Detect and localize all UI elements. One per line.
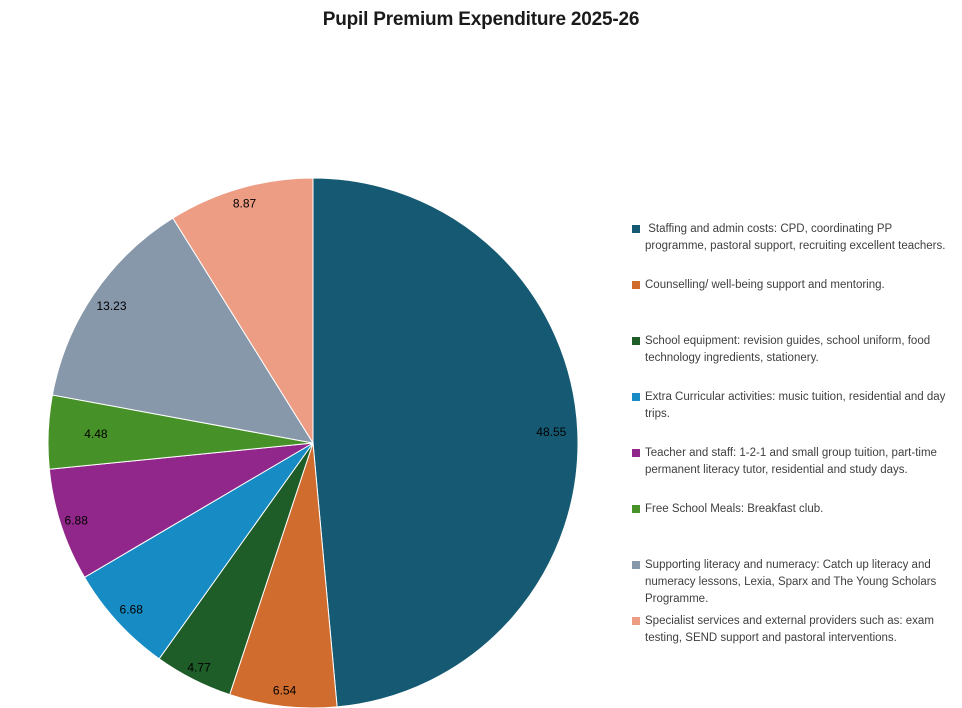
legend-swatch-icon: [632, 337, 640, 345]
legend-item[interactable]: [632, 389, 950, 445]
legend-item[interactable]: [632, 333, 950, 389]
chart-title: Pupil Premium Expenditure 2025-26: [322, 9, 640, 30]
data-label: 48.55: [536, 425, 567, 440]
legend-item[interactable]: [632, 277, 950, 333]
data-label: 6.54: [272, 683, 297, 698]
legend-item[interactable]: [632, 557, 950, 613]
legend-label: Staffing and admin costs: CPD, coordinating PP programme, pastoral support, recruiting excellent teachers.: [645, 223, 946, 252]
legend-swatch-icon: [632, 281, 640, 289]
pie-slice[interactable]: [313, 178, 578, 707]
data-label: 6.68: [119, 602, 143, 617]
legend-label: Teacher and staff: 1-2-1 and small group tuition, part-time permanent literacy tutor, residential and study days.: [645, 447, 941, 476]
legend-item[interactable]: [632, 445, 950, 501]
legend-label: Extra Curricular activities: music tuition, residential and day trips.: [645, 391, 949, 420]
legend-swatch-icon: [632, 225, 640, 233]
legend-item[interactable]: [632, 221, 950, 277]
legend-swatch-icon: [632, 561, 640, 569]
data-label: 8.87: [232, 196, 257, 211]
legend-swatch-icon: [632, 449, 640, 457]
legend-label: Counselling/ well-being support and mentoring.: [645, 279, 885, 291]
legend-swatch-icon: [632, 393, 640, 401]
data-label: 13.23: [96, 298, 127, 313]
legend-item[interactable]: [632, 613, 950, 669]
data-label: 4.48: [84, 427, 108, 441]
legend: [632, 221, 950, 669]
data-label: 4.77: [187, 660, 211, 675]
legend-label: Specialist services and external providers such as: exam testing, SEND support and pastoral interventions.: [645, 615, 938, 644]
legend-swatch-icon: [632, 617, 640, 625]
legend-swatch-icon: [632, 505, 640, 513]
legend-label: Free School Meals: Breakfast club.: [645, 503, 824, 515]
legend-label: School equipment: revision guides, school uniform, food technology ingredients, stationery.: [645, 335, 934, 364]
data-label: 6.88: [64, 513, 88, 528]
legend-item[interactable]: [632, 501, 950, 557]
legend-label: Supporting literacy and numeracy: Catch up literacy and numeracy lessons, Lexia, Sparx and The Young Scholars Programme.: [645, 559, 940, 605]
